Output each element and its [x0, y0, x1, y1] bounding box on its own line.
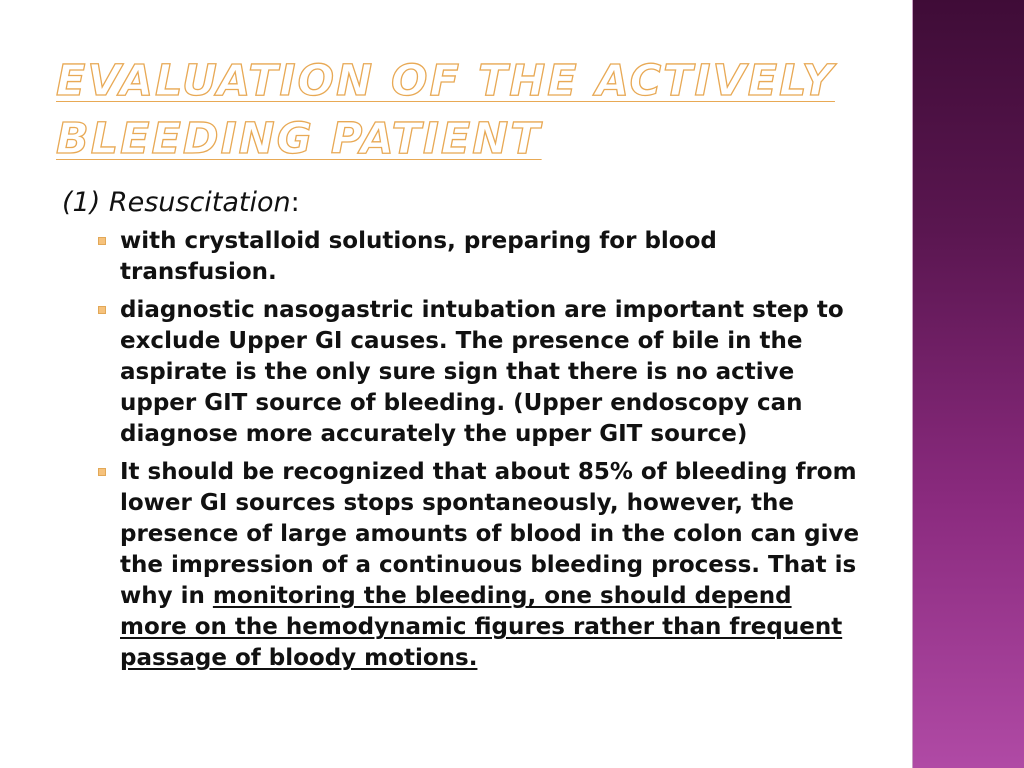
side-decor-band: [912, 0, 1024, 768]
section-heading: [62, 184, 862, 222]
bullet-item-crystalloid: [98, 226, 862, 288]
slide-content: [62, 184, 862, 681]
bullet-item-nasogastric: [98, 295, 862, 450]
section-heading-colon: :: [290, 187, 300, 218]
bullet-list: [62, 226, 862, 674]
slide-title: EVALUATION OF THE ACTIVELY BLEEDING PATIENT: [56, 56, 835, 164]
bullet-text: It should be recognized that about 85% of bleeding from lower GI sources stops spontaneously, however, the presence of large amounts of blood in the colon can give the impression of a continuous bleeding process. That is why in: [120, 459, 860, 609]
bullet-underlined-text: monitoring the bleeding, one should depend more on the hemodynamic figures rather than frequent passage of bloody motions.: [120, 583, 843, 671]
bullet-square-icon: [98, 306, 106, 314]
bullet-square-icon: [98, 468, 106, 476]
bullet-text: with crystalloid solutions, preparing for blood transfusion.: [120, 228, 717, 285]
bullet-square-icon: [98, 237, 106, 245]
bullet-text: diagnostic nasogastric intubation are important step to exclude Upper GI causes. The presence of bile in the aspirate is the only sure sign that there is no active upper GIT source of bleeding. (Upper endoscopy can diagnose more accurately the upper GIT source): [120, 297, 844, 447]
section-heading-label: (1) Resuscitation: [62, 187, 291, 218]
bullet-item-lower-gi: [98, 457, 862, 674]
